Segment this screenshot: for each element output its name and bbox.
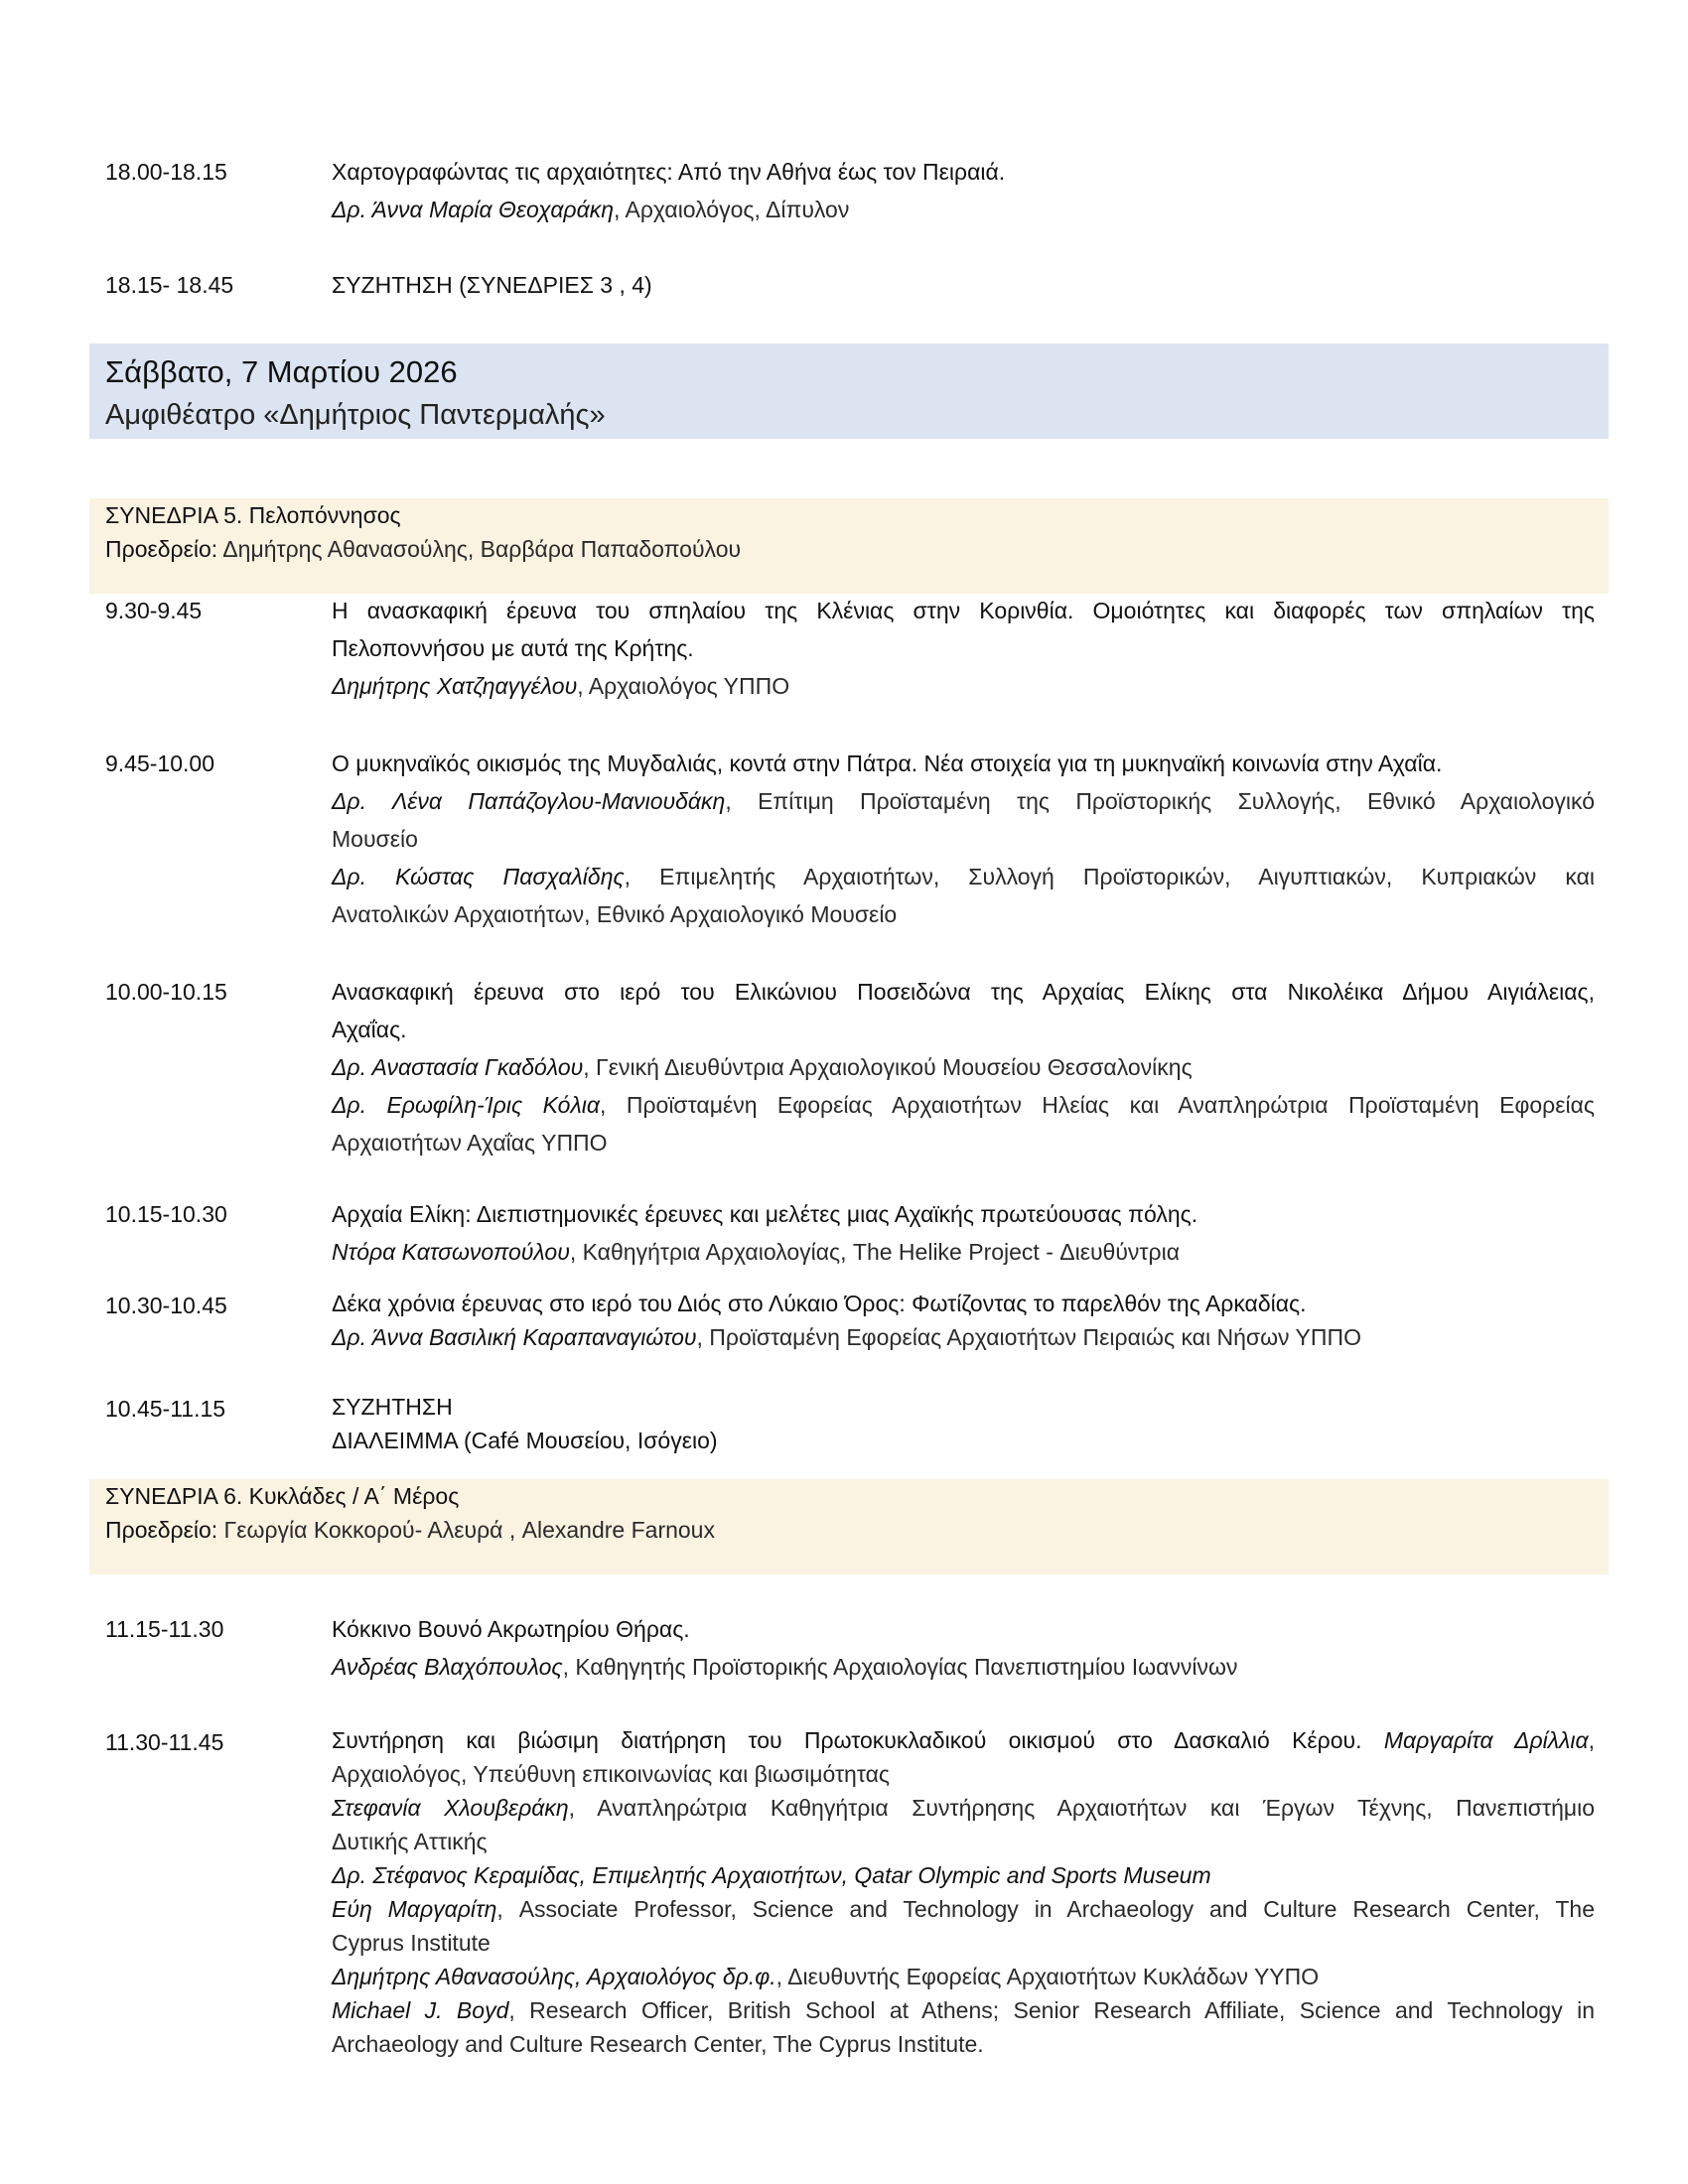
speaker-affiliation: , Προϊσταμένη Εφορείας Αρχαιοτήτων Ηλείας και Αναπληρώτρια Προϊσταμένη Εφορείας bbox=[600, 1092, 1595, 1118]
break-label: ΔΙΑΛΕΙΜΜΑ (Café Μουσείου, Ισόγειο) bbox=[332, 1428, 718, 1453]
talk-title: Ο μυκηναϊκός οικισμός της Μυγδαλιάς, κοντά στην Πάτρα. Νέα στοιχεία για τη μυκηναϊκή κοινωνία στην Αχαΐα. bbox=[332, 751, 1443, 776]
talk-block bbox=[332, 153, 1595, 228]
speaker-name: Δρ. Στέφανος Κεραμίδας bbox=[332, 1862, 580, 1888]
speaker-affiliation-italic: , Αρχαιολόγος δρ.φ. bbox=[574, 1964, 776, 1989]
talk-title: Ανασκαφική έρευνα στο ιερό του Ελικώνιου Ποσειδώνα της Αρχαίας Ελίκης στα Νικολέικα Δήμου Αιγιάλειας, bbox=[332, 979, 1595, 1005]
speaker-name: Michael J. Boyd bbox=[332, 1997, 509, 2023]
speaker-name: Ανδρέας Βλαχόπουλος bbox=[332, 1654, 563, 1680]
speaker-name: Δρ. Άννα Βασιλική Καραπαναγιώτου bbox=[332, 1324, 697, 1350]
speaker-affiliation-cont: Μουσείο bbox=[332, 826, 418, 852]
talk-title-cont: Αχαΐας. bbox=[332, 1017, 407, 1042]
speaker-affiliation: , Επίτιμη Προϊσταμένη της Προϊστορικής Συλλογής, Εθνικό Αρχαιολογικό bbox=[725, 788, 1596, 814]
speaker-affiliation: , Research Officer, British School at Athens; Senior Research Affiliate, Science and Technology in bbox=[508, 1997, 1595, 2023]
discussion-label: ΣΥΖΗΤΗΣΗ bbox=[332, 1394, 453, 1420]
talk-title: Αρχαία Ελίκη: Διεπιστημονικές έρευνες και μελέτες μιας Αχαϊκής πρωτεύουσας πόλης. bbox=[332, 1201, 1198, 1227]
chairs-label: Προεδρείο: bbox=[105, 1517, 218, 1543]
speaker-affiliation-cont: Αρχαιολόγος, Υπεύθυνη επικοινωνίας και βιωσιμότητας bbox=[332, 1761, 890, 1787]
speaker-name: Δρ. Λένα Παπάζογλου-Μανιουδάκη bbox=[332, 788, 726, 814]
talk-title: Η ανασκαφική έρευνα του σπηλαίου της Κλένιας στην Κορινθία. Ομοιότητες και διαφορές των σπηλαίων της bbox=[332, 598, 1595, 623]
spacer bbox=[1362, 1727, 1384, 1753]
talk-title: Κόκκινο Βουνό Ακρωτηρίου Θήρας. bbox=[332, 1616, 690, 1642]
time-slot: 11.15-11.30 bbox=[105, 1616, 224, 1642]
speaker-affiliation-cont: Archaeology and Culture Research Center, The Cyprus Institute. bbox=[332, 2031, 984, 2057]
speaker-affiliation: , Associate Professor, Science and Technology in Archaeology and Culture Research Center, The bbox=[496, 1896, 1596, 1922]
talk-title: Συντήρηση και βιώσιμη διατήρηση του Πρωτοκυκλαδικού οικισμού στο Δασκαλιό Κέρου. bbox=[332, 1727, 1362, 1753]
speaker-affiliation-cont: Cyprus Institute bbox=[332, 1930, 491, 1956]
time-slot: 9.30-9.45 bbox=[105, 598, 203, 623]
chairs-names: Δημήτρης Αθανασούλης, Βαρβάρα Παπαδοπούλου bbox=[217, 536, 742, 562]
time-slot: 10.15-10.30 bbox=[105, 1201, 227, 1227]
speaker-name: Δημήτρης Χατζηαγγέλου bbox=[332, 673, 578, 699]
session-title: ΣΥΝΕΔΡΙΑ 5. Πελοπόννησος bbox=[105, 502, 401, 528]
session-chairs bbox=[105, 532, 741, 566]
time-slot: 18.15- 18.45 bbox=[105, 272, 234, 298]
speaker-affiliation: , Αρχαιολόγος ΥΠΠΟ bbox=[577, 673, 790, 699]
speaker-affiliation: , Προϊσταμένη Εφορείας Αρχαιοτήτων Πειραιώς και Νήσων ΥΠΠΟ bbox=[696, 1324, 1361, 1350]
day-date: Σάββατο, 7 Μαρτίου 2026 bbox=[105, 354, 458, 389]
talk-title-line bbox=[332, 1723, 1595, 1757]
speaker-affiliation-cont: Αρχαιοτήτων Αχαΐας ΥΠΠΟ bbox=[332, 1130, 608, 1156]
talk-title: Χαρτογραφώντας τις αρχαιότητες: Από την Αθήνα έως τον Πειραιά. bbox=[332, 159, 1006, 185]
time-slot: 18.00-18.15 bbox=[105, 159, 227, 185]
speaker-affiliation: , Γενική Διευθύντρια Αρχαιολογικού Μουσείου Θεσσαλονίκης bbox=[583, 1054, 1193, 1080]
speaker-affiliation: , Αρχαιολόγος, Δίπυλον bbox=[614, 197, 850, 222]
time-slot: 10.45-11.15 bbox=[105, 1396, 226, 1422]
speaker-affiliation: , bbox=[1588, 1727, 1595, 1753]
speaker-affiliation: , Διευθυντής Εφορείας Αρχαιοτήτων Κυκλάδων ΥΥΠΟ bbox=[775, 1964, 1320, 1989]
chairs-names: Γεωργία Κοκκορού- Αλευρά , Alexandre Farnoux bbox=[217, 1517, 715, 1543]
speaker-affiliation: , Επιμελητής Αρχαιοτήτων, Συλλογή Προϊστορικών, Αιγυπτιακών, Κυπριακών και bbox=[624, 864, 1595, 889]
speaker-affiliation: , Καθηγητής Προϊστορικής Αρχαιολογίας Πανεπιστημίου Ιωαννίνων bbox=[562, 1654, 1238, 1680]
session-title: ΣΥΝΕΔΡΙΑ 6. Κυκλάδες / Α΄ Μέρος bbox=[105, 1483, 460, 1509]
speaker-name: Δρ. Άννα Μαρία Θεοχαράκη bbox=[332, 197, 614, 222]
speaker-name: Στεφανία Χλουβεράκη bbox=[332, 1795, 569, 1821]
speaker-name: Δρ. Κώστας Πασχαλίδης bbox=[332, 864, 625, 889]
time-slot: 10.00-10.15 bbox=[105, 979, 227, 1005]
speaker-affiliation: , Επιμελητής Αρχαιοτήτων, Qatar Olympic and Sports Museum bbox=[579, 1862, 1211, 1888]
day-header bbox=[89, 343, 1609, 439]
speaker-name: Μαργαρίτα Δρίλλια bbox=[1383, 1727, 1589, 1753]
session-chairs bbox=[105, 1513, 715, 1547]
time-slot: 9.45-10.00 bbox=[105, 751, 214, 776]
speaker-name: Δρ. Ερωφίλη-Ίρις Κόλια bbox=[332, 1092, 600, 1118]
discussion-label: ΣΥΖΗΤΗΣΗ (ΣΥΝΕΔΡΙΕΣ 3 , 4) bbox=[332, 272, 652, 298]
talk-title-cont: Πελοποννήσου με αυτά της Κρήτης. bbox=[332, 635, 694, 661]
speaker-name: Δημήτρης Αθανασούλης bbox=[332, 1964, 575, 1989]
time-slot: 10.30-10.45 bbox=[105, 1293, 227, 1318]
session-header bbox=[89, 1479, 1609, 1574]
speaker-affiliation: , Καθηγήτρια Αρχαιολογίας, The Helike Project - Διευθύντρια bbox=[569, 1239, 1181, 1265]
talk-title: Δέκα χρόνια έρευνας στο ιερό του Διός στο Λύκαιο Όρος: Φωτίζοντας το παρελθόν της Αρκαδίας. bbox=[332, 1291, 1307, 1316]
chairs-label: Προεδρείο: bbox=[105, 536, 218, 562]
day-venue: Αμφιθέατρο «Δημήτριος Παντερμαλής» bbox=[105, 399, 606, 431]
time-slot: 11.30-11.45 bbox=[105, 1729, 224, 1755]
speaker-name: Εύη Μαργαρίτη bbox=[332, 1896, 497, 1922]
speaker-affiliation-cont: Ανατολικών Αρχαιοτήτων, Εθνικό Αρχαιολογικό Μουσείο bbox=[332, 901, 898, 927]
speaker-name: Δρ. Αναστασία Γκαδόλου bbox=[332, 1054, 584, 1080]
speaker-affiliation-cont: Δυτικής Αττικής bbox=[332, 1829, 488, 1854]
speaker-affiliation: , Αναπληρώτρια Καθηγήτρια Συντήρησης Αρχαιοτήτων και Έργων Τέχνης, Πανεπιστήμιο bbox=[568, 1795, 1596, 1821]
speaker-name: Ντόρα Κατσωνοπούλου bbox=[332, 1239, 570, 1265]
session-header bbox=[89, 498, 1609, 594]
